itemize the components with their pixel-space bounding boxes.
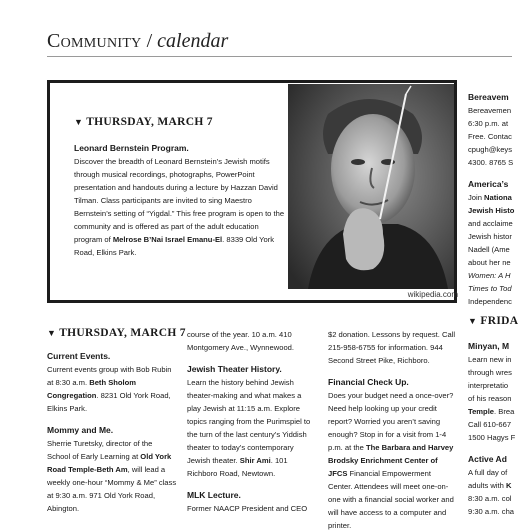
event-line: Temple. Brea xyxy=(468,407,515,416)
event-line: through wres xyxy=(468,368,512,377)
column-3 xyxy=(328,328,456,532)
header-rule xyxy=(47,56,512,57)
event-line: Free. Contac xyxy=(468,132,512,141)
event-line: Learn new in xyxy=(468,355,512,364)
portrait-photo xyxy=(288,84,454,289)
event-title: Jewish Theater History. xyxy=(187,364,282,374)
triangle-down-icon: ▼ xyxy=(47,328,57,338)
feature-venue: Melrose B’Nai Israel Emanu-El xyxy=(112,235,223,244)
event-title: Financial Check Up. xyxy=(328,377,409,387)
event-body: Current events group with Bob Rubin at 8:30 a.m. Beth Sholom Congregation. 8231 Old York Road, Elkins Park. xyxy=(47,365,172,413)
feature-event-body xyxy=(74,155,286,259)
subsection-name: calendar xyxy=(157,30,229,52)
event-line: about her ne xyxy=(468,258,511,267)
event-line: Jewish histor xyxy=(468,232,512,241)
section-header xyxy=(47,30,228,53)
event-line: Times to Tod xyxy=(468,284,512,293)
triangle-down-icon: ▼ xyxy=(468,316,478,326)
feature-event-title: Leonard Bernstein Program. xyxy=(74,143,189,153)
featured-event-box xyxy=(47,80,457,303)
section-separator: / xyxy=(141,30,158,52)
col1-day-label: THURSDAY, MARCH 7 xyxy=(59,327,186,339)
event-body: Learn the history behind Jewish theater-making and what makes a play Jewish at 11:15 a.m. Explore topics ranging from the Purimspiel to the turn of the last century’s Yiddish theater to today’s contemporary Jewish theater. Shir Ami. 101 Richboro Road, Newtown. xyxy=(187,378,311,478)
event-line: 1500 Hagys F xyxy=(468,433,516,442)
event-body: Sherrie Turetsky, director of the School of Early Learning at Old York Road Temple-Beth Am, will lead a weekly one-hour “Mommy & Me” class at 9:30 a.m. 971 Old York Road, Abington. xyxy=(47,439,177,513)
event-line: interpretatio xyxy=(468,381,509,390)
event-line: Join Nationa xyxy=(468,193,512,202)
event-line: Nadell (Ame xyxy=(468,245,510,254)
event-line: Independenc xyxy=(468,297,512,306)
event-line: Bereavemen xyxy=(468,106,512,115)
event-line: Call 610-667 xyxy=(468,420,512,429)
event-line: 4300. 8765 S xyxy=(468,158,514,167)
feature-body-text: Discover the breadth of Leonard Bernstein’s Jewish motifs through musical recordings, photographs, PowerPoint presentation and handouts during a lecture by Hazzan David Tilman. Class participants are invited to sing Maestro Bernstein’s setting of “Yigdal.” This free program is open to the community and is offered as part of the adult education program of xyxy=(74,157,285,244)
col4-day-heading xyxy=(468,315,518,327)
event-line: of his reason xyxy=(468,394,512,403)
column-1 xyxy=(47,350,177,515)
event-title: Current Events. xyxy=(47,351,111,361)
column-4-top xyxy=(468,91,528,308)
event-venue: Old York Road Temple-Beth Am xyxy=(47,452,172,474)
event-venue: Beth Sholom Congregation xyxy=(47,378,137,400)
event-title: Active Ad xyxy=(468,454,507,464)
section-name: Community xyxy=(47,30,142,52)
event-line: and acclaime xyxy=(468,219,513,228)
photo-credit: wikipedia.com xyxy=(407,290,458,299)
event-line: adults with K xyxy=(468,481,512,490)
event-title: Mommy and Me. xyxy=(47,425,114,435)
event-title: Minyan, M xyxy=(468,341,510,351)
event-line: 9:30 a.m. cha xyxy=(468,507,515,516)
event-body: $2 donation. Lessons by request. Call 215-958-6755 for information. 944 Second Street Pike, Richboro. xyxy=(328,330,456,365)
event-title: Bereavem xyxy=(468,92,509,102)
event-body: course of the year. 10 a.m. 410 Montgomery Ave., Wynnewood. xyxy=(187,330,295,352)
triangle-down-icon: ▼ xyxy=(74,117,84,127)
col4-day-label: FRIDA xyxy=(480,315,519,327)
event-body: Does your budget need a once-over? Need help looking up your credit report? Worried you aren’t saving enough? Stop in for a visit from 1-4 p.m. at the The Barbara and Harvey Brodsky Enrichment Center of JFCS Financial Empowerment Center. Attendees will meet one-on-one with a financial social worker and will have access to a computer and printer. xyxy=(328,391,454,530)
event-line: 6:30 p.m. at xyxy=(468,119,509,128)
col1-day-heading xyxy=(47,327,186,339)
event-line: 8:30 a.m. col xyxy=(468,494,512,503)
event-line: Jewish Histo xyxy=(468,206,515,215)
column-4-bottom xyxy=(468,340,528,518)
column-2 xyxy=(187,328,317,515)
event-title: America’s xyxy=(468,179,509,189)
event-title: MLK Lecture. xyxy=(187,490,241,500)
event-venue: Shir Ami xyxy=(239,456,271,465)
feature-day-label: THURSDAY, MARCH 7 xyxy=(86,116,213,128)
event-line: A full day of xyxy=(468,468,508,477)
event-line: cpugh@keys xyxy=(468,145,513,154)
feature-day-heading xyxy=(74,116,213,128)
feature-body-address: . 8339 Old York Road, Elkins Park. xyxy=(74,235,275,257)
event-line: Women: A H xyxy=(468,271,511,280)
event-body: Former NAACP President and CEO xyxy=(187,504,308,513)
event-venue: The Barbara and Harvey Brodsky Enrichment Center of JFCS xyxy=(328,443,454,478)
